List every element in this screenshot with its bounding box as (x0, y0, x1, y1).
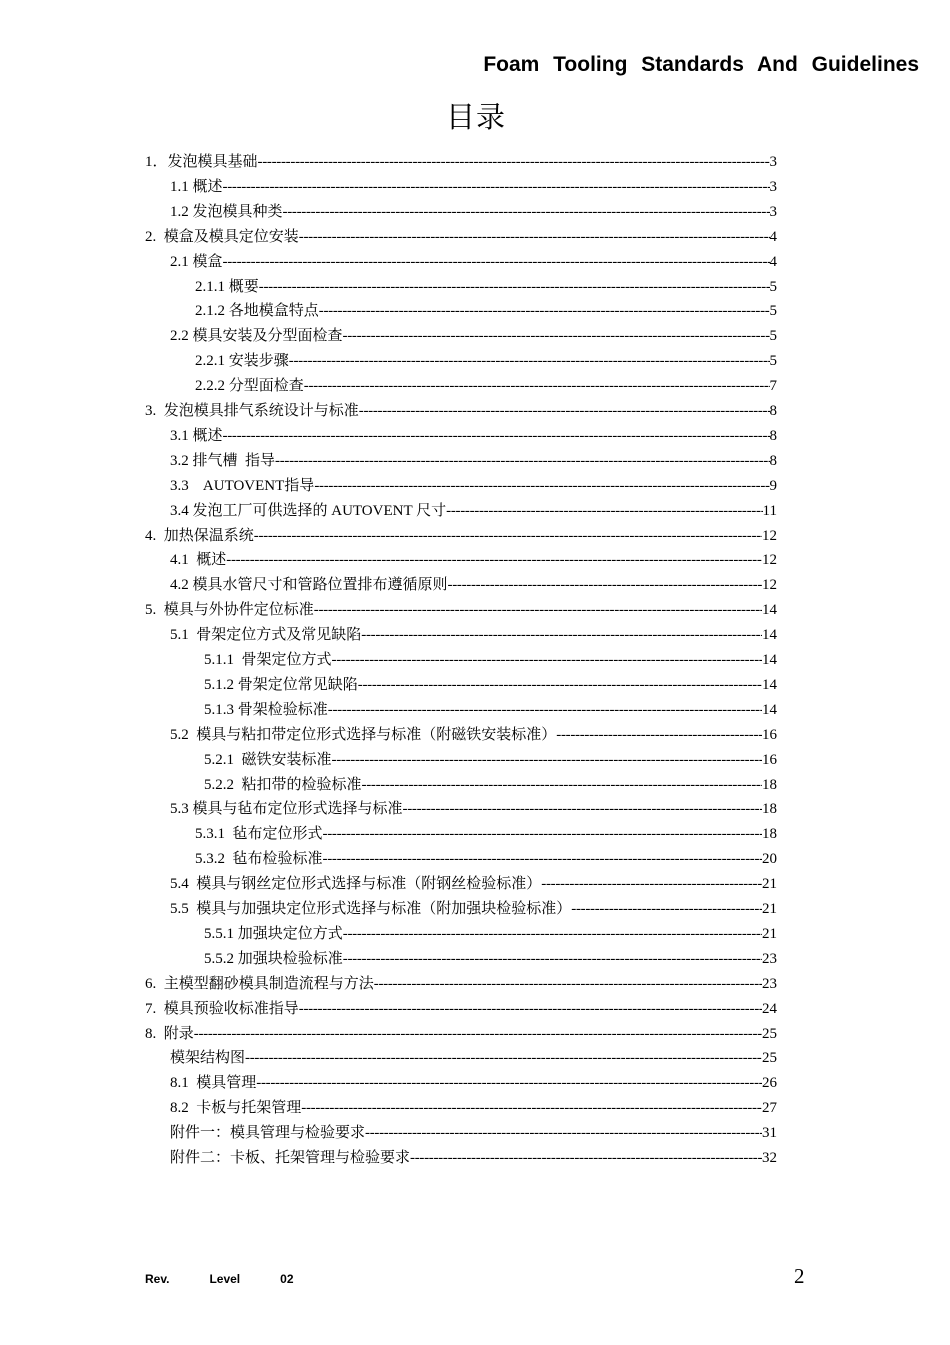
toc-dot-leader (359, 399, 770, 423)
toc-entry[interactable] (170, 723, 777, 747)
toc-dot-leader (289, 349, 770, 373)
toc-entry-label: 5.5.2 加强块检验标准 (204, 951, 343, 967)
toc-entry-page: 12 (762, 528, 777, 544)
toc-entry-page: 14 (762, 702, 777, 718)
toc-entry[interactable] (145, 997, 777, 1021)
toc-dot-leader (343, 922, 762, 946)
toc-dot-leader (319, 299, 770, 323)
toc-dot-leader (323, 847, 762, 871)
toc-entry-page: 31 (762, 1125, 777, 1141)
toc-dot-leader (332, 748, 762, 772)
toc-entry-page: 27 (762, 1100, 777, 1116)
toc-dot-leader (223, 424, 770, 448)
toc-dot-leader (254, 524, 762, 548)
revision-level: Rev. Level 02 (145, 1272, 294, 1286)
toc-entry[interactable] (170, 250, 777, 274)
toc-entry-page: 18 (762, 826, 777, 842)
toc-entry-label: 5.5.1 加强块定位方式 (204, 926, 343, 942)
toc-heading: 目录 (445, 102, 506, 134)
toc-entry-label: 4.2 模具水管尺寸和管路位置排布遵循原则 (170, 577, 448, 593)
toc-entry-page: 3 (769, 204, 777, 220)
toc-entry-page: 5 (769, 353, 777, 369)
toc-entry[interactable] (195, 374, 777, 398)
toc-entry[interactable] (204, 673, 777, 697)
toc-entry-label: 模架结构图 (170, 1050, 246, 1066)
toc-entry-page: 5 (769, 303, 777, 319)
toc-entry-label: 5.2 模具与粘扣带定位形式选择与标准（附磁铁安装标准） (170, 727, 557, 743)
toc-entry[interactable] (145, 972, 777, 996)
toc-dot-leader (299, 225, 770, 249)
toc-entry[interactable] (170, 449, 777, 473)
toc-entry-page: 4 (769, 229, 777, 245)
toc-entry[interactable] (145, 524, 777, 548)
toc-entry-label: 附件二：卡板、托架管理与检验要求 (170, 1150, 411, 1166)
toc-dot-leader (571, 897, 762, 921)
toc-entry-label: 2.1.2 各地模盒特点 (195, 303, 319, 319)
toc-entry-label: 5.1.2 骨架定位常见缺陷 (204, 677, 358, 693)
toc-entry-page: 7 (769, 378, 777, 394)
toc-entry-label: 3.4 发泡工厂可供选择的 AUTOVENT 尺寸 (170, 503, 447, 519)
toc-entry-page: 3 (769, 154, 777, 170)
toc-entry-label: 8. 附录 (145, 1026, 194, 1042)
toc-entry[interactable] (170, 1046, 777, 1070)
toc-dot-leader (223, 250, 770, 274)
toc-entry-page: 5 (769, 279, 777, 295)
toc-dot-leader (301, 1096, 762, 1120)
toc-entry[interactable] (170, 548, 777, 572)
toc-entry[interactable] (170, 324, 777, 348)
toc-entry[interactable] (204, 698, 777, 722)
toc-dot-leader (314, 474, 769, 498)
page-number: 2 (794, 1264, 805, 1288)
toc-entry-label: 2.2 模具安装及分型面检查 (170, 328, 343, 344)
toc-dot-leader (223, 175, 770, 199)
toc-entry[interactable] (195, 847, 777, 871)
toc-dot-leader (256, 1071, 762, 1095)
toc-dot-leader (361, 623, 762, 647)
toc-entry-label: 5.5 模具与加强块定位形式选择与标准（附加强块检验标准） (170, 901, 572, 917)
toc-entry[interactable] (145, 1022, 777, 1046)
toc-entry-label: 5.3.2 毡布检验标准 (195, 851, 323, 867)
toc-entry-page: 21 (762, 901, 777, 917)
toc-entry-page: 20 (762, 851, 777, 867)
toc-entry-label: 附件一：模具管理与检验要求 (170, 1125, 366, 1141)
toc-entry-page: 11 (762, 503, 777, 519)
toc-dot-leader (541, 872, 762, 896)
toc-entry-label: 2.1.1 概要 (195, 279, 259, 295)
toc-entry-label: 5.1.1 骨架定位方式 (204, 652, 332, 668)
toc-entry[interactable] (145, 399, 777, 423)
toc-entry[interactable] (170, 573, 777, 597)
toc-dot-leader (226, 548, 762, 572)
toc-dot-leader (283, 200, 770, 224)
toc-entry[interactable] (170, 1121, 777, 1145)
toc-dot-leader (448, 573, 762, 597)
toc-entry[interactable] (170, 499, 777, 523)
toc-dot-leader (258, 150, 770, 174)
toc-dot-leader (304, 374, 770, 398)
toc-entry-page: 14 (762, 627, 777, 643)
toc-entry-page: 9 (769, 478, 777, 494)
toc-entry[interactable] (204, 773, 777, 797)
toc-entry-page: 23 (762, 951, 777, 967)
toc-entry-page: 24 (762, 1001, 777, 1017)
toc-entry-page: 25 (762, 1026, 777, 1042)
toc-dot-leader (245, 1046, 762, 1070)
toc-entry-label: 3.3 AUTOVENT指导 (170, 478, 315, 494)
document-header-title: Foam Tooling Standards And Guidelines (483, 53, 919, 76)
toc-dot-leader (362, 773, 762, 797)
toc-entry-label: 4.1 概述 (170, 552, 227, 568)
toc-entry[interactable] (170, 175, 777, 199)
toc-entry-label: 5.2.2 粘扣带的检验标准 (204, 777, 362, 793)
toc-entry[interactable] (204, 748, 777, 772)
toc-entry[interactable] (204, 648, 777, 672)
toc-entry-label: 5.1 骨架定位方式及常见缺陷 (170, 627, 362, 643)
toc-entry[interactable] (170, 897, 777, 921)
toc-dot-leader (332, 648, 762, 672)
toc-entry-label: 3.1 概述 (170, 428, 223, 444)
toc-entry-page: 4 (769, 254, 777, 270)
toc-entry-label: 2.2.1 安装步骤 (195, 353, 289, 369)
toc-entry-label: 4. 加热保温系统 (145, 528, 254, 544)
toc-dot-leader (194, 1022, 762, 1046)
toc-entry-page: 12 (762, 552, 777, 568)
toc-entry-page: 12 (762, 577, 777, 593)
toc-entry-page: 23 (762, 976, 777, 992)
toc-entry[interactable] (170, 623, 777, 647)
toc-entry[interactable] (145, 225, 777, 249)
toc-entry-label: 5.3.1 毡布定位形式 (195, 826, 323, 842)
toc-dot-leader (343, 324, 770, 348)
toc-dot-leader (314, 598, 762, 622)
toc-entry-label: 6. 主模型翻砂模具制造流程与方法 (145, 976, 374, 992)
toc-dot-leader (556, 723, 762, 747)
toc-entry-page: 8 (769, 453, 777, 469)
toc-entry-page: 25 (762, 1050, 777, 1066)
toc-entry-page: 16 (762, 752, 777, 768)
toc-dot-leader (259, 275, 770, 299)
toc-dot-leader (275, 449, 769, 473)
toc-entry-label: 1.1 概述 (170, 179, 223, 195)
toc-entry-page: 18 (762, 801, 777, 817)
toc-entry-label: 2. 模盒及模具定位安装 (145, 229, 299, 245)
toc-entry[interactable] (204, 922, 777, 946)
toc-entry-page: 21 (762, 926, 777, 942)
toc-dot-leader (328, 698, 762, 722)
toc-dot-leader (374, 972, 762, 996)
toc-entry-label: 5.3 模具与毡布定位形式选择与标准 (170, 801, 403, 817)
toc-dot-leader (410, 1146, 762, 1170)
toc-dot-leader (299, 997, 762, 1021)
toc-entry-label: 8.1 模具管理 (170, 1075, 257, 1091)
toc-entry-label: 7. 模具预验收标准指导 (145, 1001, 299, 1017)
toc-entry[interactable] (145, 598, 777, 622)
toc-entry-page: 8 (769, 428, 777, 444)
toc-entry-page: 14 (762, 602, 777, 618)
toc-entry-label: 5.2.1 磁铁安装标准 (204, 752, 332, 768)
toc-entry-page: 26 (762, 1075, 777, 1091)
toc-entry-page: 14 (762, 652, 777, 668)
toc-entry-page: 16 (762, 727, 777, 743)
toc-entry-label: 5. 模具与外协件定位标准 (145, 602, 314, 618)
toc-entry[interactable] (170, 200, 777, 224)
toc-dot-leader (446, 499, 762, 523)
toc-entry-label: 8.2 卡板与托架管理 (170, 1100, 302, 1116)
toc-entry[interactable] (195, 822, 777, 846)
toc-entry[interactable] (145, 150, 777, 174)
toc-entry-page: 8 (769, 403, 777, 419)
toc-entry-page: 32 (762, 1150, 777, 1166)
toc-entry-page: 14 (762, 677, 777, 693)
toc-dot-leader (343, 947, 762, 971)
toc-entry[interactable] (170, 1071, 777, 1095)
toc-entry[interactable] (195, 275, 777, 299)
toc-entry[interactable] (170, 1146, 777, 1170)
toc-entry-page: 5 (769, 328, 777, 344)
toc-entry-page: 21 (762, 876, 777, 892)
toc-entry[interactable] (170, 797, 777, 821)
toc-entry[interactable] (170, 424, 777, 448)
toc-entry[interactable] (170, 1096, 777, 1120)
toc-entry-label: 2.2.2 分型面检查 (195, 378, 304, 394)
toc-dot-leader (365, 1121, 762, 1145)
toc-entry-label: 1．发泡模具基础 (145, 154, 258, 170)
toc-dot-leader (358, 673, 762, 697)
toc-entry-label: 1.2 发泡模具种类 (170, 204, 283, 220)
toc-entry-page: 18 (762, 777, 777, 793)
toc-entry[interactable] (195, 299, 777, 323)
toc-entry-label: 5.4 模具与钢丝定位形式选择与标准（附钢丝检验标准） (170, 876, 542, 892)
toc-entry-page: 3 (769, 179, 777, 195)
toc-dot-leader (323, 822, 762, 846)
toc-dot-leader (403, 797, 762, 821)
toc-entry-label: 3.2 排气槽 指导 (170, 453, 276, 469)
toc-entry-label: 2.1 模盒 (170, 254, 223, 270)
toc-entry[interactable] (170, 474, 777, 498)
toc-entry-label: 5.1.3 骨架检验标准 (204, 702, 328, 718)
toc-entry[interactable] (204, 947, 777, 971)
table-of-contents (0, 150, 950, 1180)
toc-entry[interactable] (170, 872, 777, 896)
toc-entry[interactable] (195, 349, 777, 373)
toc-entry-label: 3. 发泡模具排气系统设计与标准 (145, 403, 359, 419)
